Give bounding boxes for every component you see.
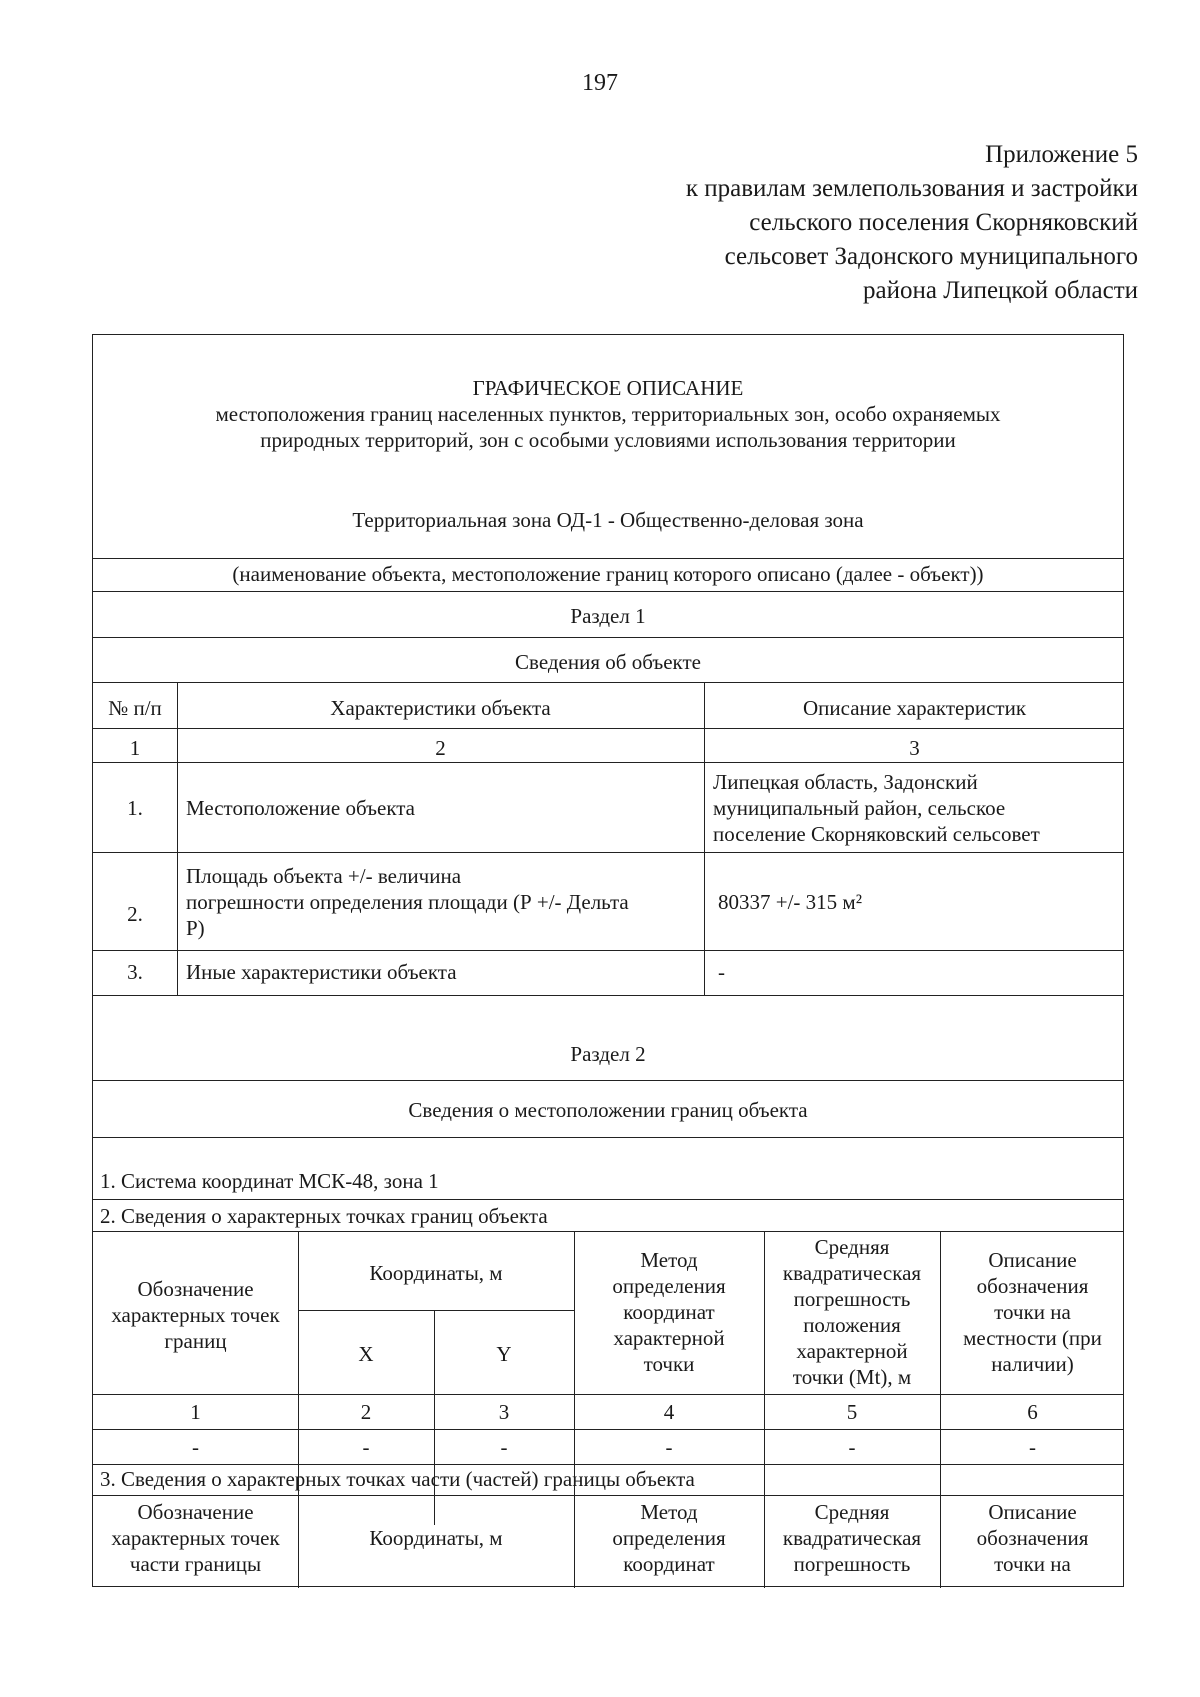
header-method: Метод <box>640 1248 698 1272</box>
column-number: 2 <box>360 1400 372 1424</box>
table-cell: - <box>500 1435 508 1459</box>
table-cell: - <box>192 1435 199 1459</box>
divider <box>93 1137 1123 1138</box>
characteristic-value: поселение Скорняковский сельсовет <box>713 822 1040 846</box>
characteristic-value: - <box>718 960 725 984</box>
divider <box>93 1429 1123 1430</box>
object-name: Территориальная зона ОД-1 - Общественно-деловая зона <box>352 508 864 532</box>
column-header: Описание характеристик <box>802 696 1027 720</box>
characteristic-name: Иные характеристики объекта <box>186 960 457 984</box>
page-number: 197 <box>582 70 618 96</box>
table-cell: - <box>1029 1435 1036 1459</box>
section2-title: Раздел 2 <box>570 1042 646 1066</box>
form-title: ГРАФИЧЕСКОЕ ОПИСАНИЕ <box>472 376 744 400</box>
header-error: характерной <box>796 1339 908 1363</box>
coordinate-system: 1. Система координат МСК-48, зона 1 <box>100 1169 439 1193</box>
appendix-line: сельского поселения Скорняковский <box>749 209 1138 236</box>
divider <box>93 682 1123 683</box>
divider <box>93 1199 1123 1200</box>
form-subtitle: местоположения границ населенных пунктов, территориальных зон, особо охраняемых <box>215 402 1001 426</box>
column-header: Характеристики объекта <box>330 696 551 720</box>
header-method: точки <box>643 1352 695 1376</box>
column-number: 3 <box>909 736 920 760</box>
header-description: Описание <box>988 1500 1077 1524</box>
description-form <box>92 334 1124 1587</box>
column-number: 5 <box>846 1400 858 1424</box>
header-method: Метод <box>640 1500 698 1524</box>
header-coordinates: Координаты, м <box>369 1261 503 1285</box>
divider <box>93 1464 1123 1465</box>
header-designation: границ <box>164 1329 227 1353</box>
divider <box>93 637 1123 638</box>
header-designation: Обозначение <box>137 1500 254 1524</box>
header-method: координат <box>623 1300 715 1324</box>
header-designation: характерных точек <box>111 1526 280 1550</box>
divider <box>93 995 1123 996</box>
header-method: определения <box>612 1526 726 1550</box>
column-number: 4 <box>663 1400 675 1424</box>
header-description: обозначения <box>976 1526 1089 1550</box>
header-description: Описание <box>988 1248 1077 1272</box>
table-cell: - <box>665 1435 673 1459</box>
divider <box>93 728 1123 729</box>
section1-subtitle: Сведения об объекте <box>515 650 701 674</box>
header-error: квадратическая <box>782 1526 922 1550</box>
divider <box>93 1231 1123 1232</box>
header-description: наличии) <box>991 1352 1074 1376</box>
header-error: Средняя <box>814 1235 890 1259</box>
header-designation: Обозначение <box>137 1277 254 1301</box>
column-number: 6 <box>1027 1400 1038 1424</box>
characteristic-value: Липецкая область, Задонский <box>713 770 978 794</box>
header-error: Средняя <box>814 1500 890 1524</box>
divider <box>93 1586 1123 1587</box>
header-description: точки на <box>994 1552 1071 1576</box>
section2-subtitle: Сведения о местоположении границ объекта <box>408 1098 808 1122</box>
header-error: квадратическая <box>782 1261 922 1285</box>
header-description: местности (при <box>963 1326 1102 1350</box>
appendix-line: к правилам землепользования и застройки <box>685 175 1138 202</box>
header-coordinates: Координаты, м <box>369 1526 503 1550</box>
divider <box>93 558 1123 559</box>
appendix-line: сельсовет Задонского муниципального <box>724 243 1138 270</box>
column-number: 3 <box>498 1400 510 1424</box>
header-error: положения <box>803 1313 901 1337</box>
form-subtitle: природных территорий, зон с особыми условиями использования территории <box>260 428 956 452</box>
characteristic-value: 80337 +/- 315 м² <box>718 890 863 914</box>
row-number: 2. <box>127 902 143 926</box>
column-number: 2 <box>435 736 446 760</box>
divider <box>93 762 1123 763</box>
divider <box>93 591 1123 592</box>
header-method: характерной <box>613 1326 725 1350</box>
header-error: погрешность <box>793 1287 911 1311</box>
column-number: 1 <box>129 736 141 760</box>
divider <box>93 1080 1123 1081</box>
column-number: 1 <box>190 1400 201 1424</box>
table-cell: - <box>848 1435 856 1459</box>
characteristic-name: Р) <box>186 916 205 940</box>
characteristic-name: погрешности определения площади (Р +/- Дельта <box>186 890 629 914</box>
divider <box>93 852 1123 853</box>
characteristic-name: Площадь объекта +/- величина <box>186 864 462 888</box>
object-caption: (наименование объекта, местоположение границ которого описано (далее - объект)) <box>232 562 984 586</box>
divider <box>93 1394 1123 1395</box>
header-designation: части границы <box>129 1552 262 1576</box>
header-error: погрешность <box>793 1552 911 1576</box>
divider <box>298 1310 574 1311</box>
header-y: Y <box>496 1342 512 1366</box>
column-header: № п/п <box>108 696 162 720</box>
characteristic-value: муниципальный район, сельское <box>713 796 1006 820</box>
divider <box>93 1495 1123 1496</box>
characteristic-name: Местоположение объекта <box>186 796 416 820</box>
table-cell: - <box>362 1435 370 1459</box>
divider <box>93 950 1123 951</box>
header-description: точки на <box>994 1300 1071 1324</box>
row-number: 1. <box>127 796 143 820</box>
appendix-line: района Липецкой области <box>863 277 1138 304</box>
header-method: координат <box>623 1552 715 1576</box>
header-method: определения <box>612 1274 726 1298</box>
appendix-title: Приложение 5 <box>985 141 1138 168</box>
header-description: обозначения <box>976 1274 1089 1298</box>
header-error: точки (Mt), м <box>792 1365 912 1389</box>
points-title: 2. Сведения о характерных точках границ объекта <box>100 1204 548 1228</box>
row-number: 3. <box>127 960 143 984</box>
section1-title: Раздел 1 <box>570 604 646 628</box>
appendix-block <box>686 138 1138 308</box>
header-x: X <box>358 1342 374 1366</box>
header-designation: характерных точек <box>111 1303 280 1327</box>
parts-title: 3. Сведения о характерных точках части (частей) границы объекта <box>100 1467 695 1491</box>
